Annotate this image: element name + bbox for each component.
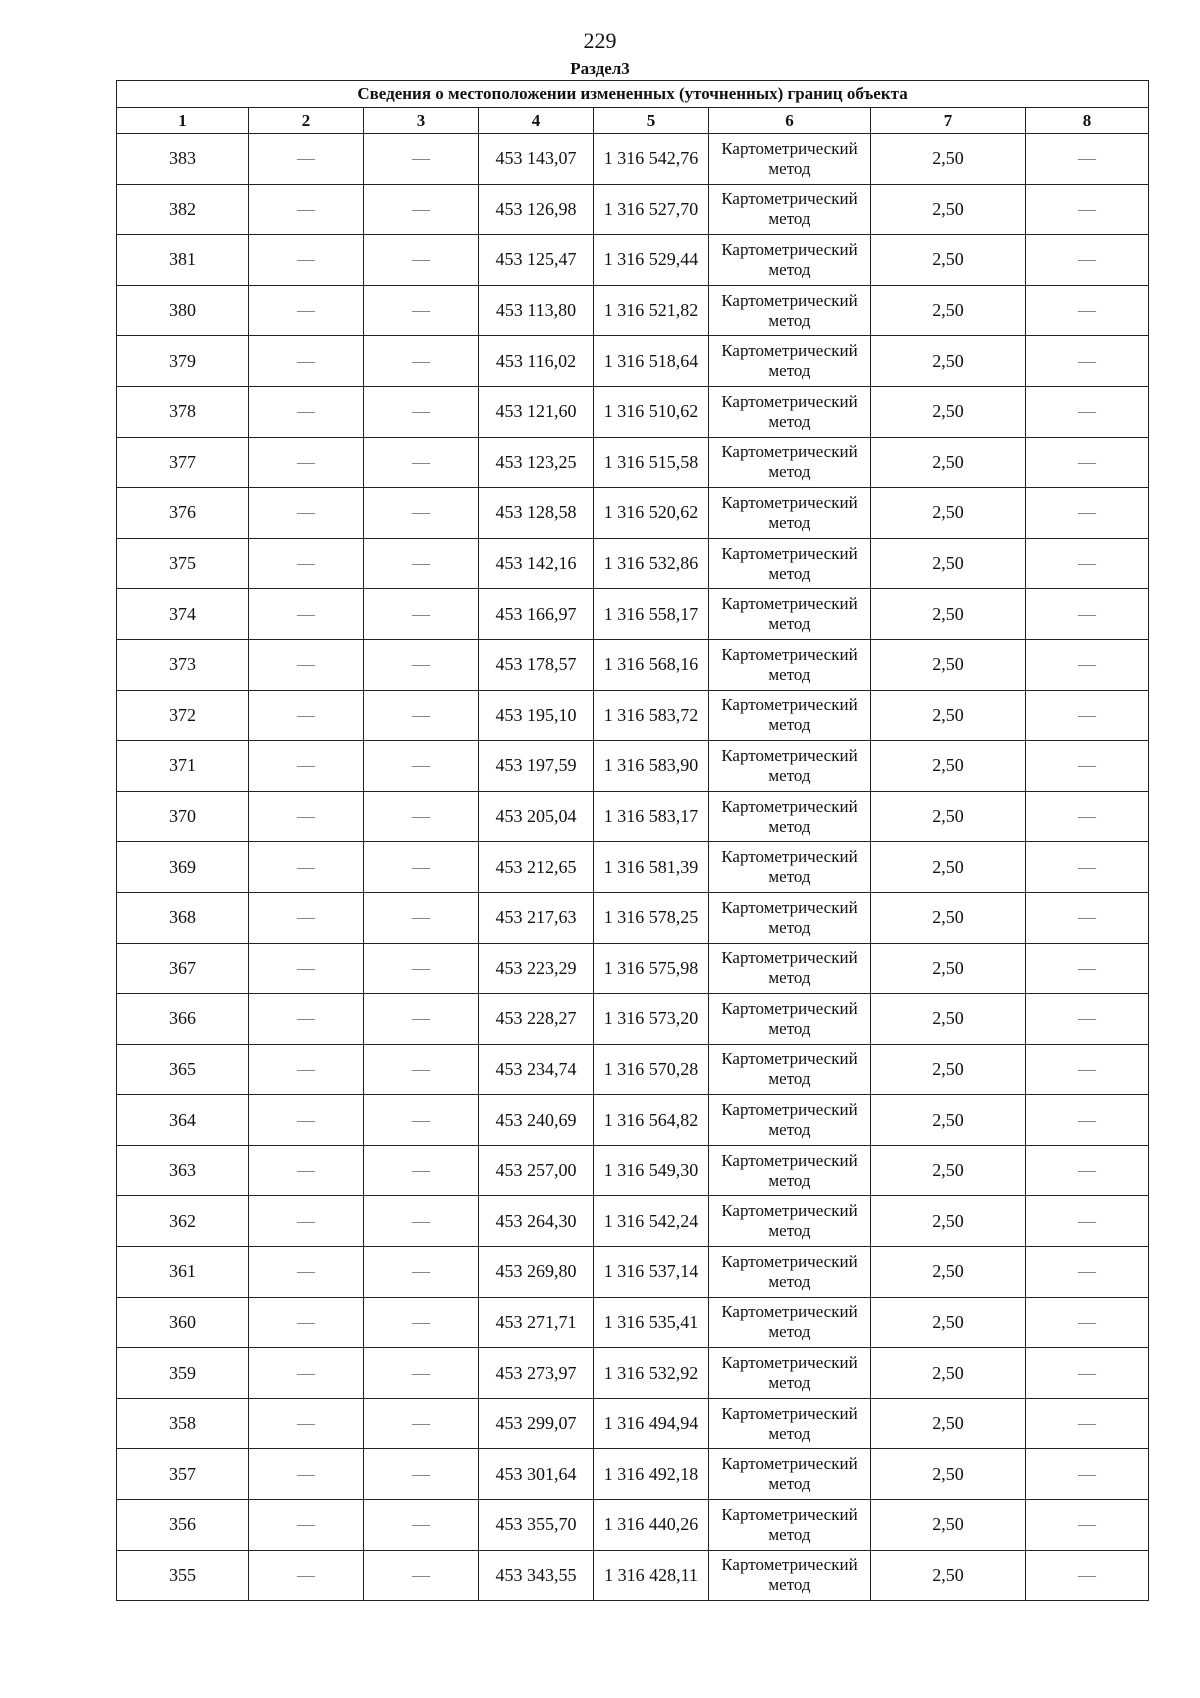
table-cell-c6: Картометрический метод	[709, 994, 871, 1045]
table-cell-c8: —	[1026, 1398, 1149, 1449]
column-header: 5	[594, 108, 709, 134]
column-header: 1	[117, 108, 249, 134]
table-cell-c1: 357	[117, 1449, 249, 1500]
table-cell-c3: —	[364, 386, 479, 437]
table-cell-c3: —	[364, 1044, 479, 1095]
table-cell-c4: 453 223,29	[479, 943, 594, 994]
table-cell-c4: 453 205,04	[479, 791, 594, 842]
table-cell-c8: —	[1026, 1550, 1149, 1601]
table-cell-c8: —	[1026, 943, 1149, 994]
table-cell-c2: —	[249, 1398, 364, 1449]
table-cell-c6: Картометрический метод	[709, 538, 871, 589]
table-row	[117, 1550, 1149, 1601]
table-cell-c1: 369	[117, 842, 249, 893]
table-cell-c8: —	[1026, 892, 1149, 943]
table-cell-c7: 2,50	[871, 943, 1026, 994]
table-cell-c6: Картометрический метод	[709, 690, 871, 741]
table-row	[117, 741, 1149, 792]
table-cell-c1: 375	[117, 538, 249, 589]
table-cell-c3: —	[364, 741, 479, 792]
column-header: 4	[479, 108, 594, 134]
table-cell-c3: —	[364, 1500, 479, 1551]
table-cell-c6: Картометрический метод	[709, 134, 871, 185]
table-cell-c1: 377	[117, 437, 249, 488]
table-cell-c2: —	[249, 538, 364, 589]
table-cell-c1: 371	[117, 741, 249, 792]
table-cell-c1: 373	[117, 639, 249, 690]
column-header: 8	[1026, 108, 1149, 134]
table-caption-row	[117, 81, 1149, 108]
table-cell-c4: 453 197,59	[479, 741, 594, 792]
table-cell-c5: 1 316 518,64	[594, 336, 709, 387]
table-row	[117, 235, 1149, 286]
table-cell-c8: —	[1026, 184, 1149, 235]
table-cell-c8: —	[1026, 488, 1149, 539]
table-cell-c5: 1 316 564,82	[594, 1095, 709, 1146]
table-cell-c7: 2,50	[871, 538, 1026, 589]
table-cell-c6: Картометрический метод	[709, 892, 871, 943]
table-cell-c7: 2,50	[871, 1145, 1026, 1196]
table-cell-c7: 2,50	[871, 892, 1026, 943]
table-row	[117, 791, 1149, 842]
table-row	[117, 437, 1149, 488]
table-cell-c7: 2,50	[871, 285, 1026, 336]
table-cell-c3: —	[364, 1145, 479, 1196]
table-row	[117, 1500, 1149, 1551]
table-cell-c5: 1 316 542,76	[594, 134, 709, 185]
table-cell-c3: —	[364, 1348, 479, 1399]
table-cell-c6: Картометрический метод	[709, 1044, 871, 1095]
table-cell-c6: Картометрический метод	[709, 1449, 871, 1500]
table-cell-c8: —	[1026, 994, 1149, 1045]
page-number: 229	[583, 28, 617, 53]
table-cell-c1: 356	[117, 1500, 249, 1551]
table-cell-c8: —	[1026, 1095, 1149, 1146]
table-cell-c1: 380	[117, 285, 249, 336]
table-row	[117, 134, 1149, 185]
table-cell-c2: —	[249, 1196, 364, 1247]
table-cell-c7: 2,50	[871, 690, 1026, 741]
table-cell-c8: —	[1026, 1348, 1149, 1399]
table-row	[117, 538, 1149, 589]
table-cell-c6: Картометрический метод	[709, 741, 871, 792]
table-cell-c4: 453 126,98	[479, 184, 594, 235]
table-cell-c6: Картометрический метод	[709, 1196, 871, 1247]
table-cell-c2: —	[249, 741, 364, 792]
table-cell-c4: 453 228,27	[479, 994, 594, 1045]
table-cell-c5: 1 316 575,98	[594, 943, 709, 994]
table-cell-c3: —	[364, 1449, 479, 1500]
table-cell-c1: 372	[117, 690, 249, 741]
table-cell-c7: 2,50	[871, 1044, 1026, 1095]
table-cell-c8: —	[1026, 791, 1149, 842]
table-cell-c2: —	[249, 842, 364, 893]
table-cell-c5: 1 316 521,82	[594, 285, 709, 336]
table-cell-c6: Картометрический метод	[709, 1145, 871, 1196]
table-cell-c3: —	[364, 285, 479, 336]
table-cell-c7: 2,50	[871, 437, 1026, 488]
table-cell-c1: 382	[117, 184, 249, 235]
table-cell-c7: 2,50	[871, 1500, 1026, 1551]
table-cell-c8: —	[1026, 1247, 1149, 1298]
table-cell-c5: 1 316 581,39	[594, 842, 709, 893]
table-cell-c1: 374	[117, 589, 249, 640]
column-header: 7	[871, 108, 1026, 134]
table-cell-c4: 453 257,00	[479, 1145, 594, 1196]
table-cell-c7: 2,50	[871, 336, 1026, 387]
table-cell-c8: —	[1026, 741, 1149, 792]
table-cell-c3: —	[364, 589, 479, 640]
table-cell-c3: —	[364, 1196, 479, 1247]
table-cell-c2: —	[249, 791, 364, 842]
table-cell-c4: 453 128,58	[479, 488, 594, 539]
table-cell-c6: Картометрический метод	[709, 1247, 871, 1298]
table-cell-c2: —	[249, 639, 364, 690]
table-cell-c3: —	[364, 1247, 479, 1298]
table-cell-c1: 376	[117, 488, 249, 539]
table-row	[117, 386, 1149, 437]
table-cell-c6: Картометрический метод	[709, 184, 871, 235]
column-header: 3	[364, 108, 479, 134]
table-cell-c4: 453 166,97	[479, 589, 594, 640]
table-cell-c7: 2,50	[871, 1095, 1026, 1146]
table-cell-c7: 2,50	[871, 1297, 1026, 1348]
table-cell-c2: —	[249, 336, 364, 387]
table-row	[117, 1044, 1149, 1095]
table-cell-c6: Картометрический метод	[709, 336, 871, 387]
table-cell-c5: 1 316 570,28	[594, 1044, 709, 1095]
table-cell-c6: Картометрический метод	[709, 791, 871, 842]
table-cell-c8: —	[1026, 1500, 1149, 1551]
table-cell-c4: 453 113,80	[479, 285, 594, 336]
table-cell-c5: 1 316 583,90	[594, 741, 709, 792]
table-cell-c2: —	[249, 1095, 364, 1146]
table-cell-c2: —	[249, 1247, 364, 1298]
table-cell-c5: 1 316 440,26	[594, 1500, 709, 1551]
table-cell-c4: 453 273,97	[479, 1348, 594, 1399]
table-cell-c7: 2,50	[871, 1196, 1026, 1247]
table-cell-c4: 453 343,55	[479, 1550, 594, 1601]
table-cell-c8: —	[1026, 1196, 1149, 1247]
table-cell-c7: 2,50	[871, 741, 1026, 792]
table-cell-c2: —	[249, 437, 364, 488]
table-row	[117, 1449, 1149, 1500]
table-cell-c8: —	[1026, 1297, 1149, 1348]
table-cell-c1: 381	[117, 235, 249, 286]
table-cell-c2: —	[249, 1044, 364, 1095]
table-cell-c3: —	[364, 538, 479, 589]
table-cell-c3: —	[364, 488, 479, 539]
table-row	[117, 994, 1149, 1045]
table-cell-c4: 453 271,71	[479, 1297, 594, 1348]
table-cell-c1: 370	[117, 791, 249, 842]
table-cell-c6: Картометрический метод	[709, 488, 871, 539]
table-cell-c2: —	[249, 943, 364, 994]
table-cell-c2: —	[249, 1449, 364, 1500]
table-cell-c8: —	[1026, 1145, 1149, 1196]
table-cell-c5: 1 316 535,41	[594, 1297, 709, 1348]
table-cell-c7: 2,50	[871, 994, 1026, 1045]
table-cell-c2: —	[249, 1297, 364, 1348]
table-cell-c6: Картометрический метод	[709, 842, 871, 893]
table-cell-c3: —	[364, 994, 479, 1045]
table-cell-c6: Картометрический метод	[709, 1550, 871, 1601]
table-cell-c4: 453 234,74	[479, 1044, 594, 1095]
table-cell-c3: —	[364, 134, 479, 185]
table-cell-c8: —	[1026, 1449, 1149, 1500]
table-row	[117, 488, 1149, 539]
table-cell-c1: 359	[117, 1348, 249, 1399]
table-cell-c7: 2,50	[871, 791, 1026, 842]
table-cell-c4: 453 178,57	[479, 639, 594, 690]
table-cell-c4: 453 116,02	[479, 336, 594, 387]
table-cell-c1: 367	[117, 943, 249, 994]
table-cell-c8: —	[1026, 134, 1149, 185]
table-row	[117, 336, 1149, 387]
table-row	[117, 639, 1149, 690]
table-row	[117, 1145, 1149, 1196]
table-cell-c7: 2,50	[871, 639, 1026, 690]
table-cell-c5: 1 316 494,94	[594, 1398, 709, 1449]
table-cell-c1: 364	[117, 1095, 249, 1146]
table-cell-c6: Картометрический метод	[709, 943, 871, 994]
table-cell-c2: —	[249, 690, 364, 741]
table-cell-c5: 1 316 583,17	[594, 791, 709, 842]
table-cell-c5: 1 316 532,92	[594, 1348, 709, 1399]
table-cell-c3: —	[364, 842, 479, 893]
table-cell-c3: —	[364, 1398, 479, 1449]
table-cell-c7: 2,50	[871, 134, 1026, 185]
table-cell-c2: —	[249, 589, 364, 640]
table-cell-c5: 1 316 520,62	[594, 488, 709, 539]
table-cell-c5: 1 316 510,62	[594, 386, 709, 437]
table-body	[117, 134, 1149, 1601]
table-cell-c6: Картометрический метод	[709, 1348, 871, 1399]
table-cell-c6: Картометрический метод	[709, 639, 871, 690]
table-row	[117, 943, 1149, 994]
table-cell-c3: —	[364, 639, 479, 690]
table-cell-c1: 365	[117, 1044, 249, 1095]
table-cell-c4: 453 264,30	[479, 1196, 594, 1247]
table-cell-c1: 368	[117, 892, 249, 943]
table-cell-c6: Картометрический метод	[709, 1297, 871, 1348]
table-cell-c6: Картометрический метод	[709, 437, 871, 488]
table-cell-c8: —	[1026, 386, 1149, 437]
table-cell-c1: 362	[117, 1196, 249, 1247]
table-cell-c2: —	[249, 994, 364, 1045]
table-cell-c2: —	[249, 1550, 364, 1601]
table-cell-c5: 1 316 515,58	[594, 437, 709, 488]
table-cell-c7: 2,50	[871, 488, 1026, 539]
table-cell-c6: Картометрический метод	[709, 589, 871, 640]
table-cell-c7: 2,50	[871, 386, 1026, 437]
table-cell-c8: —	[1026, 437, 1149, 488]
table-cell-c4: 453 299,07	[479, 1398, 594, 1449]
table-cell-c6: Картометрический метод	[709, 235, 871, 286]
table-cell-c2: —	[249, 1145, 364, 1196]
table-cell-c4: 453 217,63	[479, 892, 594, 943]
table-cell-c7: 2,50	[871, 589, 1026, 640]
table-cell-c7: 2,50	[871, 842, 1026, 893]
table-cell-c8: —	[1026, 285, 1149, 336]
table-cell-c3: —	[364, 892, 479, 943]
table-cell-c1: 379	[117, 336, 249, 387]
table-cell-c7: 2,50	[871, 184, 1026, 235]
table-cell-c7: 2,50	[871, 1247, 1026, 1298]
table-cell-c6: Картометрический метод	[709, 1095, 871, 1146]
table-cell-c4: 453 240,69	[479, 1095, 594, 1146]
table-cell-c5: 1 316 558,17	[594, 589, 709, 640]
table-row	[117, 892, 1149, 943]
table-cell-c2: —	[249, 1500, 364, 1551]
table-cell-c3: —	[364, 184, 479, 235]
column-header: 2	[249, 108, 364, 134]
table-cell-c2: —	[249, 184, 364, 235]
table-cell-c5: 1 316 583,72	[594, 690, 709, 741]
table-cell-c3: —	[364, 791, 479, 842]
table-cell-c4: 453 301,64	[479, 1449, 594, 1500]
table-cell-c5: 1 316 492,18	[594, 1449, 709, 1500]
table-cell-c7: 2,50	[871, 1348, 1026, 1399]
column-number-row	[117, 108, 1149, 134]
table-cell-c7: 2,50	[871, 235, 1026, 286]
table-cell-c8: —	[1026, 1044, 1149, 1095]
table-cell-c5: 1 316 578,25	[594, 892, 709, 943]
table-cell-c1: 366	[117, 994, 249, 1045]
table-cell-c6: Картометрический метод	[709, 386, 871, 437]
table-cell-c7: 2,50	[871, 1550, 1026, 1601]
table-cell-c2: —	[249, 1348, 364, 1399]
table-row	[117, 690, 1149, 741]
table-cell-c5: 1 316 568,16	[594, 639, 709, 690]
table-row	[117, 1297, 1149, 1348]
table-cell-c7: 2,50	[871, 1398, 1026, 1449]
table-cell-c1: 360	[117, 1297, 249, 1348]
table-cell-c4: 453 123,25	[479, 437, 594, 488]
table-cell-c3: —	[364, 336, 479, 387]
table-cell-c3: —	[364, 437, 479, 488]
table-cell-c8: —	[1026, 639, 1149, 690]
table-cell-c8: —	[1026, 336, 1149, 387]
table-row	[117, 184, 1149, 235]
table-cell-c4: 453 269,80	[479, 1247, 594, 1298]
table-cell-c5: 1 316 532,86	[594, 538, 709, 589]
table-cell-c3: —	[364, 690, 479, 741]
table-cell-c4: 453 355,70	[479, 1500, 594, 1551]
table-cell-c4: 453 212,65	[479, 842, 594, 893]
table-cell-c8: —	[1026, 842, 1149, 893]
coordinates-table	[116, 80, 1149, 1601]
table-row	[117, 285, 1149, 336]
table-cell-c5: 1 316 529,44	[594, 235, 709, 286]
table-cell-c6: Картометрический метод	[709, 1398, 871, 1449]
table-cell-c1: 358	[117, 1398, 249, 1449]
table-cell-c8: —	[1026, 538, 1149, 589]
table-cell-c4: 453 143,07	[479, 134, 594, 185]
table-cell-c2: —	[249, 285, 364, 336]
table-cell-c4: 453 125,47	[479, 235, 594, 286]
table-cell-c2: —	[249, 892, 364, 943]
table-cell-c6: Картометрический метод	[709, 1500, 871, 1551]
table-cell-c3: —	[364, 1095, 479, 1146]
table-cell-c3: —	[364, 943, 479, 994]
table-cell-c2: —	[249, 134, 364, 185]
table-row	[117, 842, 1149, 893]
table-row	[117, 1247, 1149, 1298]
table-cell-c4: 453 142,16	[479, 538, 594, 589]
table-cell-c5: 1 316 573,20	[594, 994, 709, 1045]
table-cell-c6: Картометрический метод	[709, 285, 871, 336]
table-cell-c8: —	[1026, 589, 1149, 640]
table-cell-c5: 1 316 527,70	[594, 184, 709, 235]
column-header: 6	[709, 108, 871, 134]
table-cell-c5: 1 316 542,24	[594, 1196, 709, 1247]
table-cell-c2: —	[249, 488, 364, 539]
table-row	[117, 1398, 1149, 1449]
table-cell-c3: —	[364, 1297, 479, 1348]
table-row	[117, 1348, 1149, 1399]
table-cell-c3: —	[364, 235, 479, 286]
table-cell-c1: 361	[117, 1247, 249, 1298]
table-cell-c7: 2,50	[871, 1449, 1026, 1500]
table-cell-c1: 378	[117, 386, 249, 437]
table-cell-c5: 1 316 537,14	[594, 1247, 709, 1298]
table-cell-c4: 453 121,60	[479, 386, 594, 437]
table-cell-c5: 1 316 549,30	[594, 1145, 709, 1196]
table-cell-c2: —	[249, 235, 364, 286]
table-cell-c3: —	[364, 1550, 479, 1601]
table-caption: Сведения о местоположении измененных (уточненных) границ объекта	[117, 81, 1149, 108]
table-cell-c4: 453 195,10	[479, 690, 594, 741]
table-row	[117, 1196, 1149, 1247]
table-cell-c8: —	[1026, 690, 1149, 741]
table-row	[117, 1095, 1149, 1146]
table-cell-c1: 383	[117, 134, 249, 185]
table-cell-c1: 355	[117, 1550, 249, 1601]
table-cell-c1: 363	[117, 1145, 249, 1196]
table-row	[117, 589, 1149, 640]
table-cell-c2: —	[249, 386, 364, 437]
table-cell-c8: —	[1026, 235, 1149, 286]
section-title: Раздел3	[570, 59, 630, 78]
table-cell-c5: 1 316 428,11	[594, 1550, 709, 1601]
